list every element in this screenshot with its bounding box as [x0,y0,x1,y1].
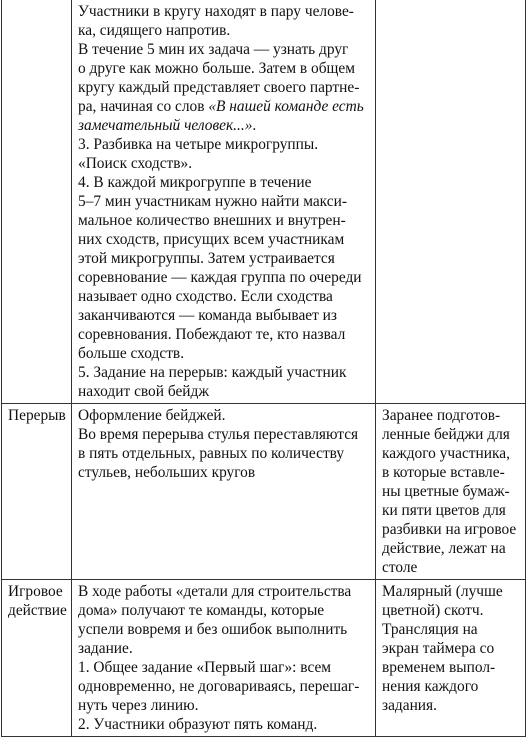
content-line [78,173,371,192]
content-line [78,406,371,425]
materials-cell [376,404,526,580]
content-line [78,211,371,230]
content-line [78,677,371,696]
content-text: называет одно сходство. Если сходства [78,288,333,305]
content-text: ра, начиная со слов [78,98,209,115]
table-row [2,404,526,580]
content-line [78,59,371,78]
content-line [78,268,371,287]
content-line [78,306,371,325]
content-line [78,135,371,154]
materials-cell [376,0,526,404]
content-line [78,154,371,173]
content-line [78,287,371,306]
content-text: Во время перерыва стулья переставляются [78,426,359,443]
content-line [78,620,371,639]
stage-line: Перерыв [8,407,66,424]
content-text: «В нашей команде есть [208,98,364,115]
content-line [78,639,371,658]
materials-line: Малярный (лучше [382,583,503,600]
content-text: них сходств, присущих всем участникам [78,231,345,248]
content-text: находит свой бейдж [78,383,209,400]
content-line [78,97,371,116]
content-line [78,658,371,677]
content-text: соревнование — каждая группа по очереди [78,269,362,286]
content-line [78,40,371,59]
content-text: 2. Участники образуют пять команд. [78,716,318,733]
materials-line: экран таймера со [382,640,495,657]
content-text: 1. Общее задание «Первый шаг»: всем [78,659,332,676]
content-text: 5–7 мин участникам нужно найти макси- [78,193,347,210]
content-line [78,21,371,40]
materials-line: в которые вставле- [382,464,505,481]
content-line [78,582,371,601]
materials-line: ки пяти цветов для [382,502,506,519]
materials-line: нения каждого [382,678,479,695]
content-text: в пять отдельных, равных по количеству [78,445,345,462]
content-text: дома» получают те команды, которые [78,602,325,619]
content-text: заканчиваются — команда выбывает из [78,307,338,324]
content-text: В ходе работы «детали для строительства [78,583,352,600]
content-line [78,696,371,715]
content-text: кругу каждый представляет своего партне- [78,79,360,96]
content-text: ка, сидящего напротив. [78,22,231,39]
content-text: замечательный человек...» [78,117,253,134]
content-cell [72,404,376,580]
content-text: соревнования. Побеждают те, кто назвал [78,326,346,343]
content-text: мальное количество внешних и внутрен- [78,212,346,229]
content-text: В течение 5 мин их задача — узнать друг [78,41,349,58]
content-line [78,363,371,382]
content-line [78,2,371,21]
content-text: стульев, небольших кругов [78,464,256,481]
stage-line: действие [8,602,67,619]
content-text: задание. [78,640,133,657]
content-text: успели вовремя и без ошибок выполнить [78,621,348,638]
content-text: «Поиск сходств». [78,155,193,172]
materials-line: временем выпол- [382,659,496,676]
materials-line: ленные бейджи для [382,426,510,443]
stage-cell [2,580,72,737]
content-text: о друге как можно больше. Затем в общем [78,60,355,77]
content-cell [72,0,376,404]
content-line [78,425,371,444]
content-text: 3. Разбивка на четыре микрогруппы. [78,136,319,153]
content-line [78,344,371,363]
lesson-plan-table [1,0,526,737]
materials-line: Трансляция на [382,621,478,638]
materials-line: действие, лежат на [382,540,506,557]
content-line [78,230,371,249]
content-line [78,463,371,482]
materials-line: Заранее подготов- [382,407,501,424]
content-text: одновременно, не договариваясь, перешаг- [78,678,360,695]
table-row [2,580,526,737]
content-line [78,382,371,401]
content-line [78,192,371,211]
content-text: нуть через линию. [78,697,199,714]
materials-line: цветной) скотч. [382,602,484,619]
content-text: . [252,117,257,134]
stage-cell [2,0,72,404]
content-text: 4. В каждой микрогруппе в течение [78,174,312,191]
materials-line: ны цветные бумаж- [382,483,510,500]
content-line [78,325,371,344]
table-row [2,0,526,404]
content-text: Оформление бейджей. [78,407,226,424]
materials-line: каждого участника, [382,445,510,462]
materials-line: столе [382,559,418,576]
content-line [78,444,371,463]
content-line [78,601,371,620]
content-line [78,715,371,734]
content-text: 5. Задание на перерыв: каждый участник [78,364,347,381]
content-line [78,249,371,268]
stage-cell [2,404,72,580]
materials-cell [376,580,526,737]
stage-line: Игровое [8,583,63,600]
content-text: Участники в кругу находят в пару челове- [78,3,354,20]
content-line [78,116,371,135]
content-text: больше сходств. [78,345,185,362]
content-text: этой микрогруппы. Затем устраивается [78,250,335,267]
content-cell [72,580,376,737]
materials-line: задания. [382,697,437,714]
content-line [78,78,371,97]
materials-line: разбивки на игровое [382,521,517,538]
